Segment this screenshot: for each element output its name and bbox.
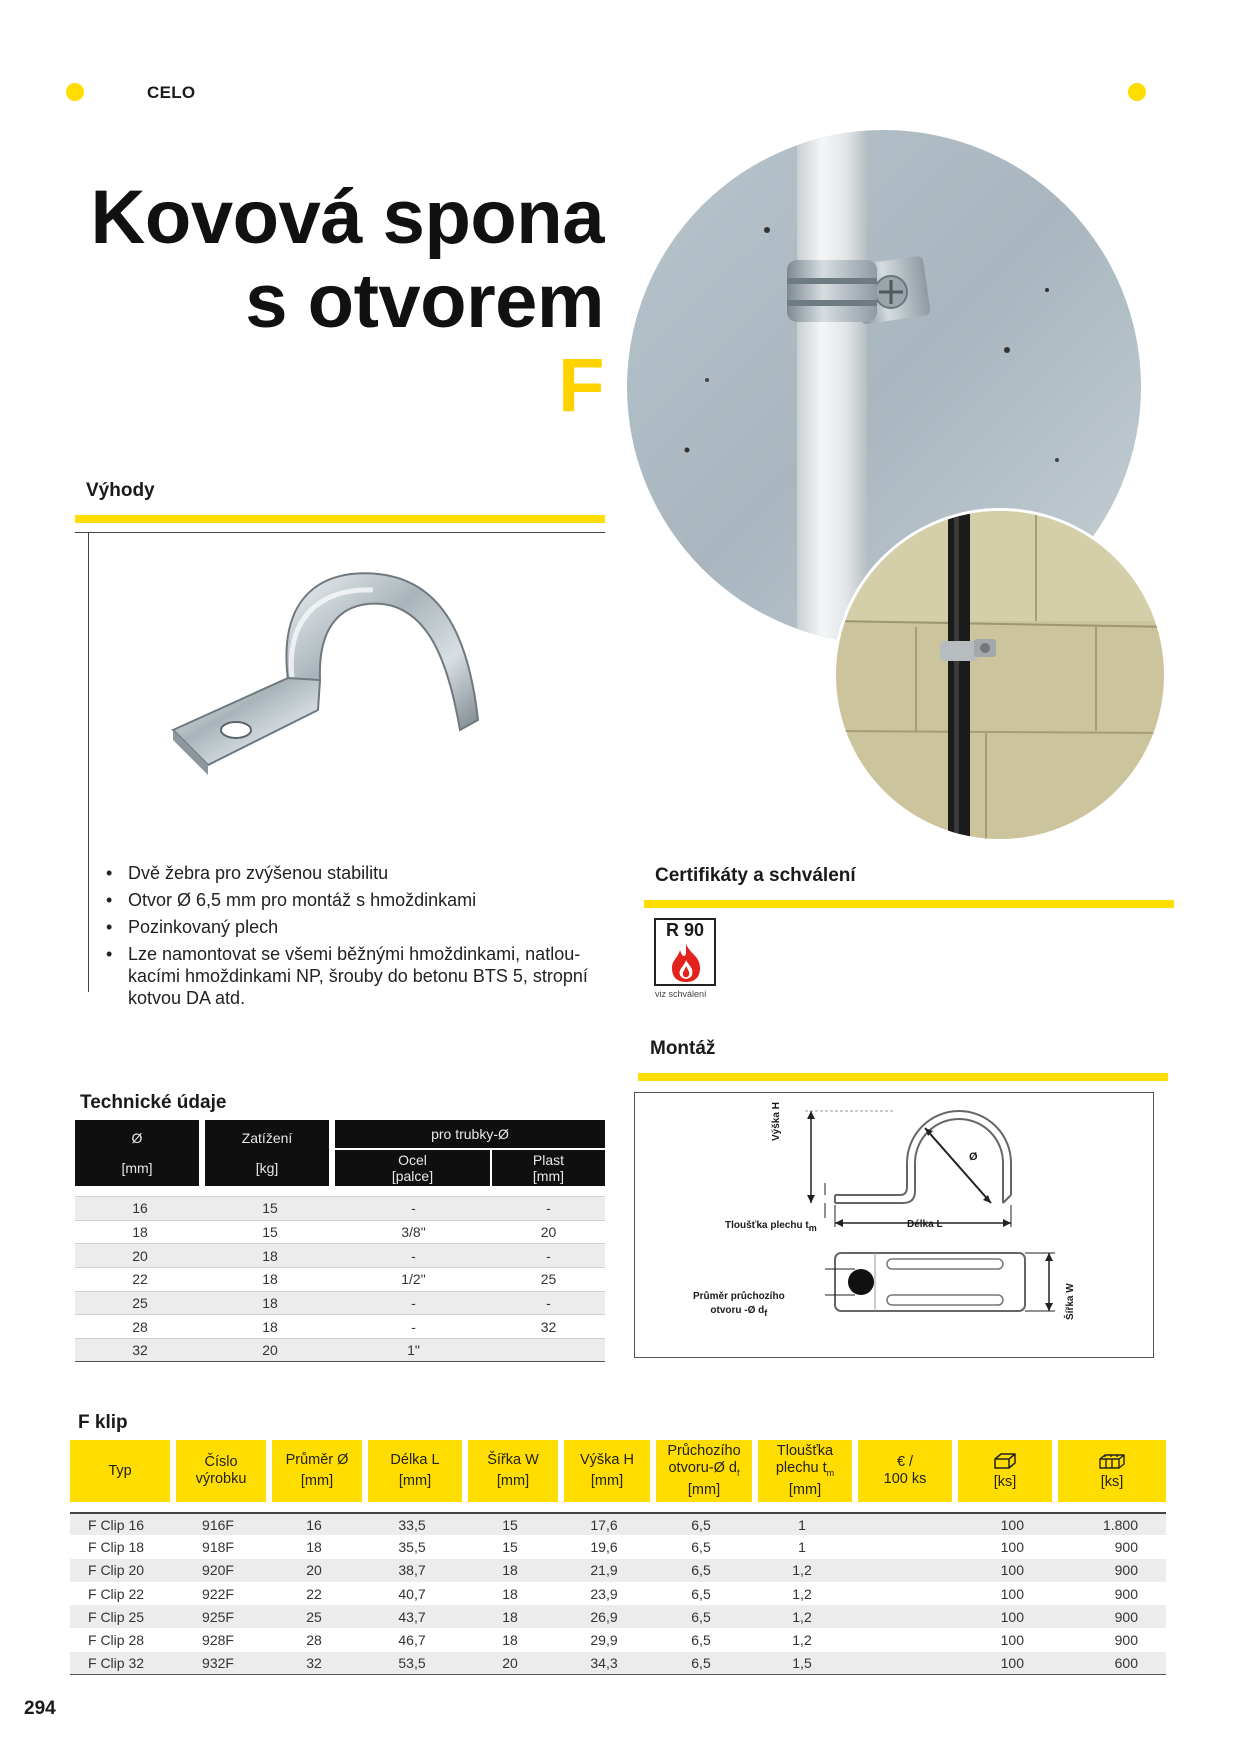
table-row: F Clip 18 918F 18 35,5 15 19,6 6,5 1 100 900 bbox=[88, 1538, 1138, 1555]
benefits-heading-bar bbox=[75, 515, 605, 523]
title-line-3: F bbox=[558, 343, 604, 428]
r90-label: R 90 bbox=[665, 920, 705, 940]
table-row: 25 18 - - bbox=[75, 1291, 605, 1315]
height-label: Výška H bbox=[771, 1102, 782, 1141]
fk-col-thickness: Tloušťka plechu $t_m$ [mm] bbox=[752, 1440, 852, 1502]
small-box-icon bbox=[993, 1452, 1017, 1470]
tech-col-plastic: Plast [mm] bbox=[492, 1150, 605, 1186]
title-line-2: s otvorem bbox=[245, 259, 604, 344]
benefits-box-left-line bbox=[88, 532, 89, 992]
fk-col-article: Číslo výrobku bbox=[170, 1440, 266, 1502]
fk-col-height: Výška H [mm] bbox=[558, 1440, 650, 1502]
fk-col-type: Typ bbox=[70, 1440, 170, 1502]
mounting-diagram bbox=[634, 1092, 1154, 1358]
tech-col-load: Zatížení [kg] bbox=[205, 1120, 335, 1186]
page-title bbox=[91, 176, 604, 428]
flame-icon bbox=[664, 942, 708, 984]
hole-label: Průměr průchozího otvoru -Ø $d_f$ bbox=[693, 1291, 785, 1318]
tech-col-diameter: Ø [mm] bbox=[75, 1120, 205, 1186]
table-row: 22 18 1/2" 25 bbox=[75, 1267, 605, 1291]
carton-stack-icon bbox=[1098, 1452, 1126, 1470]
page-number: 294 bbox=[24, 1698, 56, 1719]
benefits-heading: Výhody bbox=[86, 480, 155, 501]
length-label: Délka L bbox=[907, 1219, 943, 1230]
cert-heading-bar bbox=[644, 900, 1174, 908]
yellow-dot-left bbox=[66, 83, 84, 101]
fk-col-hole: Průchozího otvoru-Ø $d_f$ [mm] bbox=[650, 1440, 752, 1502]
fk-col-price: € / 100 ks bbox=[852, 1440, 952, 1502]
benefits-list bbox=[104, 862, 624, 1014]
fk-col-pack-big: [ks] bbox=[1052, 1440, 1166, 1502]
width-label: Šířka W bbox=[1065, 1283, 1076, 1320]
diameter-label: Ø bbox=[969, 1151, 978, 1163]
table-row: F Clip 25 925F 25 43,7 18 26,9 6,5 1,2 100 900 bbox=[70, 1605, 1166, 1628]
benefit-item: • Pozinkovaný plech bbox=[104, 916, 624, 938]
title-line-1: Kovová spona bbox=[90, 175, 604, 260]
table-row: F Clip 16 916F 16 33,5 15 17,6 6,5 1 100 1.800 bbox=[70, 1512, 1166, 1535]
table-row: 20 18 - - bbox=[75, 1243, 605, 1267]
tech-heading: Technické údaje bbox=[80, 1092, 227, 1113]
mount-heading-bar bbox=[638, 1073, 1168, 1081]
tech-col-steel: Ocel [palce] bbox=[335, 1150, 492, 1186]
benefit-item: • Dvě žebra pro zvýšenou stabilitu bbox=[104, 862, 624, 884]
fklip-table bbox=[70, 1440, 1166, 1675]
table-row: 16 15 - - bbox=[75, 1196, 605, 1220]
table-row: 32 20 1" bbox=[75, 1338, 605, 1362]
fk-col-length: Délka L [mm] bbox=[362, 1440, 462, 1502]
benefits-box-top-line bbox=[75, 532, 605, 533]
product-clip-image bbox=[168, 560, 498, 780]
tech-col-pipes: pro trubky-Ø bbox=[335, 1120, 605, 1150]
photo-brick-wall bbox=[833, 508, 1167, 842]
fk-col-diameter: Průměr Ø [mm] bbox=[266, 1440, 362, 1502]
cert-note: viz schválení bbox=[655, 989, 707, 999]
mount-heading: Montáž bbox=[650, 1038, 716, 1059]
tech-table bbox=[75, 1120, 605, 1362]
fk-col-width: Šířka W [mm] bbox=[462, 1440, 558, 1502]
table-row: F Clip 32 932F 32 53,5 20 34,3 6,5 1,5 100 600 bbox=[70, 1652, 1166, 1675]
fk-col-pack-small: [ks] bbox=[952, 1440, 1052, 1502]
table-row: 18 15 3/8" 20 bbox=[75, 1220, 605, 1244]
table-row: F Clip 28 928F 28 46,7 18 29,9 6,5 1,2 100 900 bbox=[88, 1632, 1138, 1649]
table-row: F Clip 20 920F 20 38,7 18 21,9 6,5 1,2 100 900 bbox=[70, 1559, 1166, 1582]
table-row: 28 18 - 32 bbox=[75, 1314, 605, 1338]
brand-label: CELO bbox=[147, 83, 196, 102]
fklip-heading: F klip bbox=[78, 1412, 128, 1433]
benefit-item: • Otvor Ø 6,5 mm pro montáž s hmoždinkami bbox=[104, 889, 624, 911]
brick-wall-illustration bbox=[836, 511, 1167, 842]
thickness-label: Tloušťka plechu $t_m$ bbox=[725, 1220, 817, 1233]
benefit-item: • Lze namontovat se všemi běžnými hmoždinkami, natlou-kacími hmoždinkami NP, šrouby do betonu BTS 5, stropní kotvou DA atd. bbox=[104, 943, 624, 1009]
cert-heading: Certifikáty a schválení bbox=[655, 865, 856, 886]
table-row: F Clip 22 922F 22 40,7 18 23,9 6,5 1,2 100 900 bbox=[88, 1585, 1138, 1602]
yellow-dot-right bbox=[1128, 83, 1146, 101]
r90-fire-badge bbox=[654, 918, 716, 986]
